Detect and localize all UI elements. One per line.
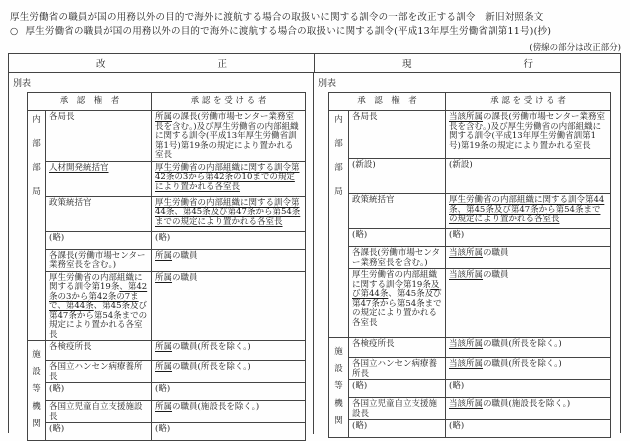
revision-underlined-text: 当該所属 (449, 339, 484, 349)
table-row (329, 194, 611, 229)
table-row (28, 383, 306, 401)
revision-underlined-text: 人材開発統括官 (49, 162, 109, 173)
document-subtitle (10, 23, 551, 37)
cell-text: 各国立児童自立支援施設長 (352, 399, 438, 419)
authority-cell (349, 269, 446, 338)
authority-cell (349, 159, 446, 194)
cell-text: (略) (49, 424, 65, 434)
acceptor-cell (152, 196, 306, 231)
table-row (329, 159, 611, 194)
cell-text: の課長(労働市場センター業務室長を含む。)及び厚生労働省の内部組織に関する訓令(平成13年厚生労働省訓第1号)第19条の規定により置かれる室長 (155, 112, 299, 160)
authority-cell (349, 380, 446, 398)
table-row (28, 161, 306, 196)
appendix-label-current: 別表 (318, 79, 337, 89)
table-row (329, 269, 611, 338)
table-row (28, 423, 306, 441)
acceptor-cell (152, 341, 306, 361)
cell-text: 厚生労働省の内部組織に関する訓令第19条 (352, 270, 438, 290)
cell-text: 各国立ハンセン病療養所長 (49, 362, 143, 382)
authority-cell (46, 341, 152, 361)
authority-cell (46, 271, 152, 341)
authority-cell (46, 249, 152, 271)
table-row (329, 420, 611, 438)
cell-text: 政策統括官 (49, 197, 92, 208)
group-label-char: 関 (334, 415, 343, 426)
cell-text: 各局長 (352, 112, 378, 122)
acceptor-cell (446, 269, 611, 338)
group-label-char: 機 (32, 401, 41, 412)
cell-text: (略) (449, 421, 465, 431)
appendix-label-revised: 別表 (13, 79, 32, 89)
col-header-approval-authority: 承 認 権 者 (329, 93, 446, 111)
panel-revised (9, 73, 314, 434)
cell-text: の職員 (172, 272, 198, 283)
acceptor-cell (446, 338, 611, 358)
table-row (329, 380, 611, 398)
group-label-char: 局 (334, 187, 343, 197)
acceptor-cell (152, 423, 306, 441)
group-label-char: 設 (334, 364, 343, 375)
group-label-facilities-organs (28, 341, 46, 441)
cell-text: の職員 (483, 270, 509, 280)
authority-cell (349, 358, 446, 380)
group-label-char: 設 (32, 367, 41, 378)
header-revised-char-2: 正 (217, 59, 228, 70)
revision-underlined-text: 所属 (155, 272, 173, 283)
table-header-row (28, 93, 306, 111)
col-header-approval-recipient: 承 認 を 受 け る 者 (446, 93, 611, 111)
subtitle-circle-marker: ○ (10, 26, 19, 37)
cell-text: 各課長(労働市場センター業務室長を含む。) (352, 248, 440, 268)
authority-cell (46, 231, 152, 249)
acceptor-cell (152, 383, 306, 401)
table-header-row (329, 93, 611, 111)
group-label-char: 等 (334, 381, 343, 392)
authority-cell (46, 161, 152, 196)
authority-cell (46, 361, 152, 383)
panel-current (314, 73, 619, 434)
authority-cell (349, 420, 446, 438)
revision-underlined-text: 所属 (155, 362, 173, 372)
revision-underlined-text: 当該所属 (449, 399, 484, 409)
cell-text: 各国立ハンセン病療養所長 (352, 359, 438, 379)
authority-cell (46, 111, 152, 162)
table-row (28, 401, 306, 423)
document-title: 厚生労働省の職員が国の用務以外の目的で海外に渡航する場合の取扱いに関する訓令の一部を改正する訓令 新旧対照条文 (10, 12, 544, 23)
cell-text: 各課長(労働市場センター業務室長を含む。) (49, 250, 146, 270)
revision-underlined-text: 当該所属 (449, 248, 484, 258)
cell-text: (略) (49, 384, 65, 394)
table-row (28, 231, 306, 249)
comparison-body (9, 73, 620, 434)
header-revised-char-1: 改 (95, 59, 106, 70)
acceptor-cell (152, 271, 306, 341)
revision-underlined-text: 当該所属 (449, 359, 484, 369)
table-row (28, 271, 306, 341)
cell-text: (略) (155, 384, 171, 394)
table-row (28, 196, 306, 231)
cell-text: の職員(所長を除く。) (483, 339, 562, 349)
cell-text: (略) (155, 232, 171, 243)
revision-note: (傍線の部分は改正部分) (529, 43, 621, 53)
approval-table-current (328, 92, 611, 438)
revision-underlined-text: 当該所属 (449, 112, 484, 122)
header-revised (9, 54, 315, 72)
revision-underlined-text: 及び第44条 (352, 279, 440, 299)
acceptor-cell (152, 111, 306, 162)
table-row (329, 247, 611, 269)
group-label-char: 局 (32, 187, 41, 197)
revision-underlined-text: 、第42条の3から第42条の7まで、第44条 (49, 282, 148, 311)
group-label-char: 施 (32, 350, 41, 361)
cell-text: の職員 (172, 250, 198, 261)
revision-underlined-text: 厚生労働省の内部組織に関する訓令第42条の3から第42条の10までの規定により置かれる各室長 (155, 162, 300, 192)
authority-cell (349, 398, 446, 420)
cell-text: の職員(所長を除く。) (172, 362, 251, 372)
group-label-char: 施 (334, 347, 343, 358)
cell-text: 、第45条及び第47条から第54条までの規定により置かれる各室長 (49, 301, 148, 340)
acceptor-cell (152, 361, 306, 383)
acceptor-cell (446, 380, 611, 398)
table-mount-current (328, 92, 611, 438)
table-row (28, 361, 306, 383)
acceptor-cell (446, 420, 611, 438)
subtitle-text: 厚生労働省の職員が国の用務以外の目的で海外に渡航する場合の取扱いに関する訓令(平成13年厚生労働省訓第11号)(抄) (25, 26, 552, 37)
group-label-char: 関 (32, 418, 41, 429)
comparison-header-row (9, 54, 620, 73)
authority-cell (46, 196, 152, 231)
header-current (315, 54, 620, 72)
cell-text: 政策統括官 (352, 195, 395, 205)
group-label-char: 部 (32, 163, 41, 173)
cell-text: (略) (449, 230, 465, 240)
cell-text: の職員(所長を除く。) (483, 359, 562, 369)
authority-cell (46, 383, 152, 401)
acceptor-cell (446, 159, 611, 194)
authority-cell (349, 194, 446, 229)
table-row (329, 398, 611, 420)
revision-underlined-text: 所属 (155, 402, 173, 412)
cell-text: (略) (352, 421, 368, 431)
group-label-internal-bureaus (28, 111, 46, 341)
revision-underlined-text: 所属 (155, 250, 173, 261)
col-header-approval-authority: 承 認 権 者 (28, 93, 152, 111)
header-current-char-1: 現 (401, 59, 412, 70)
revision-underlined-text: 所属 (155, 112, 173, 122)
group-label-internal-bureaus (329, 111, 349, 338)
group-label-facilities-organs (329, 338, 349, 438)
acceptor-cell (152, 249, 306, 271)
acceptor-cell (152, 161, 306, 196)
group-label-char: 内 (334, 115, 343, 125)
cell-text: (新設) (449, 160, 473, 170)
cell-text: (新設) (352, 160, 376, 170)
acceptor-cell (446, 358, 611, 380)
group-label-char: 部 (32, 139, 41, 149)
cell-text: 厚生労働省の内部組織に関する訓令第19条 (49, 272, 143, 292)
cell-text: の職員(施設長を除く。) (483, 399, 571, 409)
cell-text: の職員 (483, 248, 509, 258)
authority-cell (349, 229, 446, 247)
cell-text: (略) (352, 230, 368, 240)
cell-text: 各国立児童自立支援施設長 (49, 402, 143, 422)
revision-underlined-text: 所属 (155, 342, 173, 352)
table-row (28, 249, 306, 271)
group-label-char: 等 (32, 384, 41, 395)
cell-text: の課長(労働市場センター業務室長を含む。)及び厚生労働省の内部組織に関する訓令(平成13年厚生労働省訓第1号)第19条の規定により置かれる室長 (449, 112, 605, 151)
acceptor-cell (446, 194, 611, 229)
cell-text: の職員(施設長を除く。) (172, 402, 260, 412)
cell-text: 各局長 (49, 112, 75, 122)
cell-text: 各検疫所長 (352, 339, 395, 349)
authority-cell (349, 338, 446, 358)
authority-cell (46, 423, 152, 441)
cell-text: (略) (155, 424, 171, 434)
acceptor-cell (446, 229, 611, 247)
cell-text: 各検疫所長 (49, 342, 92, 352)
col-header-approval-recipient: 承 認 を 受 け る 者 (152, 93, 306, 111)
table-row (28, 341, 306, 361)
revision-underlined-text: 当該所属 (449, 270, 484, 280)
authority-cell (46, 401, 152, 423)
table-row (329, 111, 611, 159)
acceptor-cell (446, 398, 611, 420)
cell-text: 、第45条及び第47条から第54条までの規定により置かれる各室長 (352, 289, 442, 328)
group-label-char: 機 (334, 398, 343, 409)
table-row (329, 358, 611, 380)
acceptor-cell (446, 247, 611, 269)
cell-text: の職員(所長を除く。) (172, 342, 251, 352)
acceptor-cell (446, 111, 611, 159)
revision-underlined-text: 厚生労働省の内部組織に関する訓令第44条、第45条及び第47条から第54条までの規定により置かれる各室長 (449, 195, 605, 224)
group-label-char: 部 (334, 163, 343, 173)
table-mount-revised (27, 92, 306, 441)
cell-text: (略) (352, 381, 368, 391)
cell-text: (略) (49, 232, 65, 243)
acceptor-cell (152, 231, 306, 249)
comparison-table-container (8, 53, 621, 433)
approval-table-revised (27, 92, 306, 441)
header-current-char-2: 行 (523, 59, 534, 70)
group-label-char: 部 (334, 139, 343, 149)
authority-cell (349, 111, 446, 159)
cell-text: (略) (449, 381, 465, 391)
table-row (329, 229, 611, 247)
acceptor-cell (152, 401, 306, 423)
table-row (329, 338, 611, 358)
group-label-char: 内 (32, 115, 41, 125)
revision-underlined-text: 厚生労働省の内部組織に関する訓令第44条、第45条及び第47条から第54条までの規定により置かれる各室長 (155, 197, 301, 227)
table-row (28, 111, 306, 162)
authority-cell (349, 247, 446, 269)
